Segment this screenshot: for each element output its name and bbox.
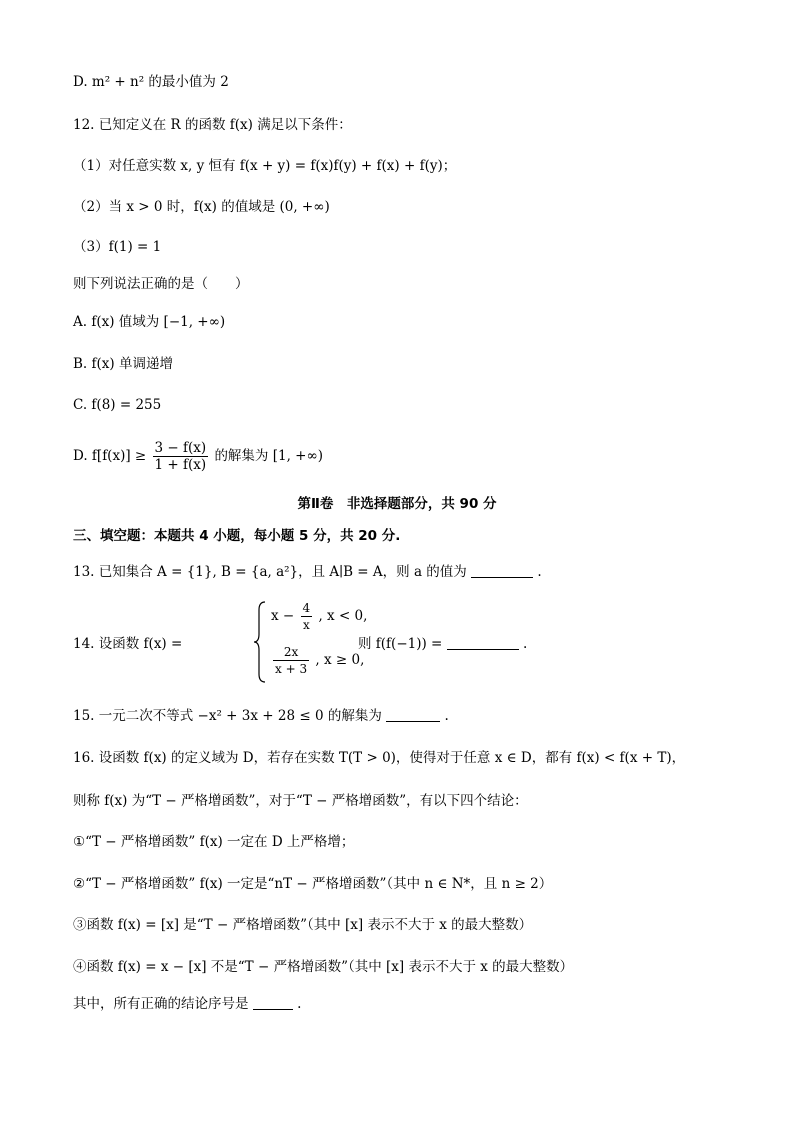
q16-question (73, 994, 301, 1014)
q15-answer-blank[interactable] (386, 707, 440, 722)
q15-end: . (444, 708, 449, 724)
q14-case-1 (271, 600, 367, 633)
q14-case-1-numerator: 4 (302, 601, 311, 615)
q15-text: 15. 一元二次不等式 −x² + 3x + 28 ≤ 0 的解集为 (73, 708, 382, 724)
q14-label: 14. 设函数 f(x) = (73, 636, 183, 652)
section-3-title: 三、填空题：本题共 4 小题，每小题 5 分，共 20 分. (73, 528, 401, 544)
q12-condition-1: （1）对任意实数 x, y 恒有 f(x + y) = f(x)f(y) + f(x) + f(y)； (73, 158, 457, 174)
q14-case-1-post: , x < 0, (318, 608, 368, 624)
q12-option-d-numerator: 3 − f(x) (154, 440, 207, 456)
q12-question: 则下列说法正确的是（ ） (73, 276, 249, 292)
q12-condition-2: （2）当 x > 0 时，f(x) 的值域是 (0, +∞) (73, 199, 330, 215)
q14-case-1-pre: x − (271, 608, 295, 624)
q14-case-2-fraction (273, 644, 309, 677)
q12-option-c: C. f(8) = 255 (73, 397, 162, 413)
q12-option-a: A. f(x) 值域为 [−1, +∞) (73, 314, 226, 330)
q12-option-d-fraction (153, 440, 209, 473)
part-2-title: 第Ⅱ卷 非选择题部分，共 90 分 (297, 496, 497, 512)
q14-answer-blank[interactable] (447, 635, 519, 650)
q16-line-1: 16. 设函数 f(x) 的定义域为 D，若存在实数 T(T > 0)，使得对于任意 x ∈ D，都有 f(x) < f(x + T)， (73, 750, 686, 766)
q12-option-d-pre: D. f[f(x)] ≥ (73, 448, 147, 464)
q12-option-b: B. f(x) 单调递增 (73, 356, 173, 372)
q14-case-2-denominator: x + 3 (275, 662, 308, 676)
q13-answer-blank[interactable] (471, 563, 533, 578)
q13 (73, 562, 542, 582)
q16-question-text: 其中，所有正确的结论序号是 (73, 996, 249, 1012)
q14-case-2-numerator: 2x (273, 644, 309, 661)
q16-statement-3: ③函数 f(x) = [x] 是“T − 严格增函数”（其中 [x] 表示不大于 x 的最大整数） (73, 917, 533, 933)
q12-option-d-denominator: 1 + f(x) (154, 457, 207, 473)
q14-tail (358, 632, 527, 652)
q12-option-d-post: 的解集为 [1, +∞) (214, 448, 323, 464)
q16-statement-4: ④函数 f(x) = x − [x] 不是“T − 严格增函数”（其中 [x] 表示不大于 x 的最大整数） (73, 959, 574, 975)
q13-text: 13. 已知集合 A = {1}, B = {a, a²}，且 A∣B = A，则 a 的值为 (73, 564, 467, 580)
q11-option-d: D. m² + n² 的最小值为 2 (73, 74, 229, 90)
q14-end: . (522, 636, 528, 652)
q14-brace-icon (253, 600, 267, 684)
q12-option-d (73, 436, 323, 476)
q12-stem: 12. 已知定义在 R 的函数 f(x) 满足以下条件： (73, 117, 352, 133)
q13-end: . (537, 564, 542, 580)
q16-question-end: . (297, 996, 302, 1012)
q12-condition-3: （3）f(1) = 1 (73, 239, 162, 255)
q15 (73, 706, 449, 726)
q16-statement-1: ①“T − 严格增函数” f(x) 一定在 D 上严格增； (73, 834, 355, 850)
q14-case-1-denominator: x (302, 618, 310, 632)
q16-line-2: 则称 f(x) 为“T − 严格增函数”，对于“T − 严格增函数”，有以下四个结论： (73, 793, 528, 809)
q14-case-2-post: , x ≥ 0, (315, 652, 365, 668)
q14-tail-text: 则 f(f(−1)) = (358, 636, 443, 652)
q14-case-2 (271, 644, 364, 677)
q16-answer-blank[interactable] (253, 995, 293, 1010)
q14-case-1-fraction (301, 600, 313, 633)
q16-statement-2: ②“T − 严格增函数” f(x) 一定是“nT − 严格增函数”（其中 n ∈ N*，且 n ≥ 2） (73, 876, 553, 892)
